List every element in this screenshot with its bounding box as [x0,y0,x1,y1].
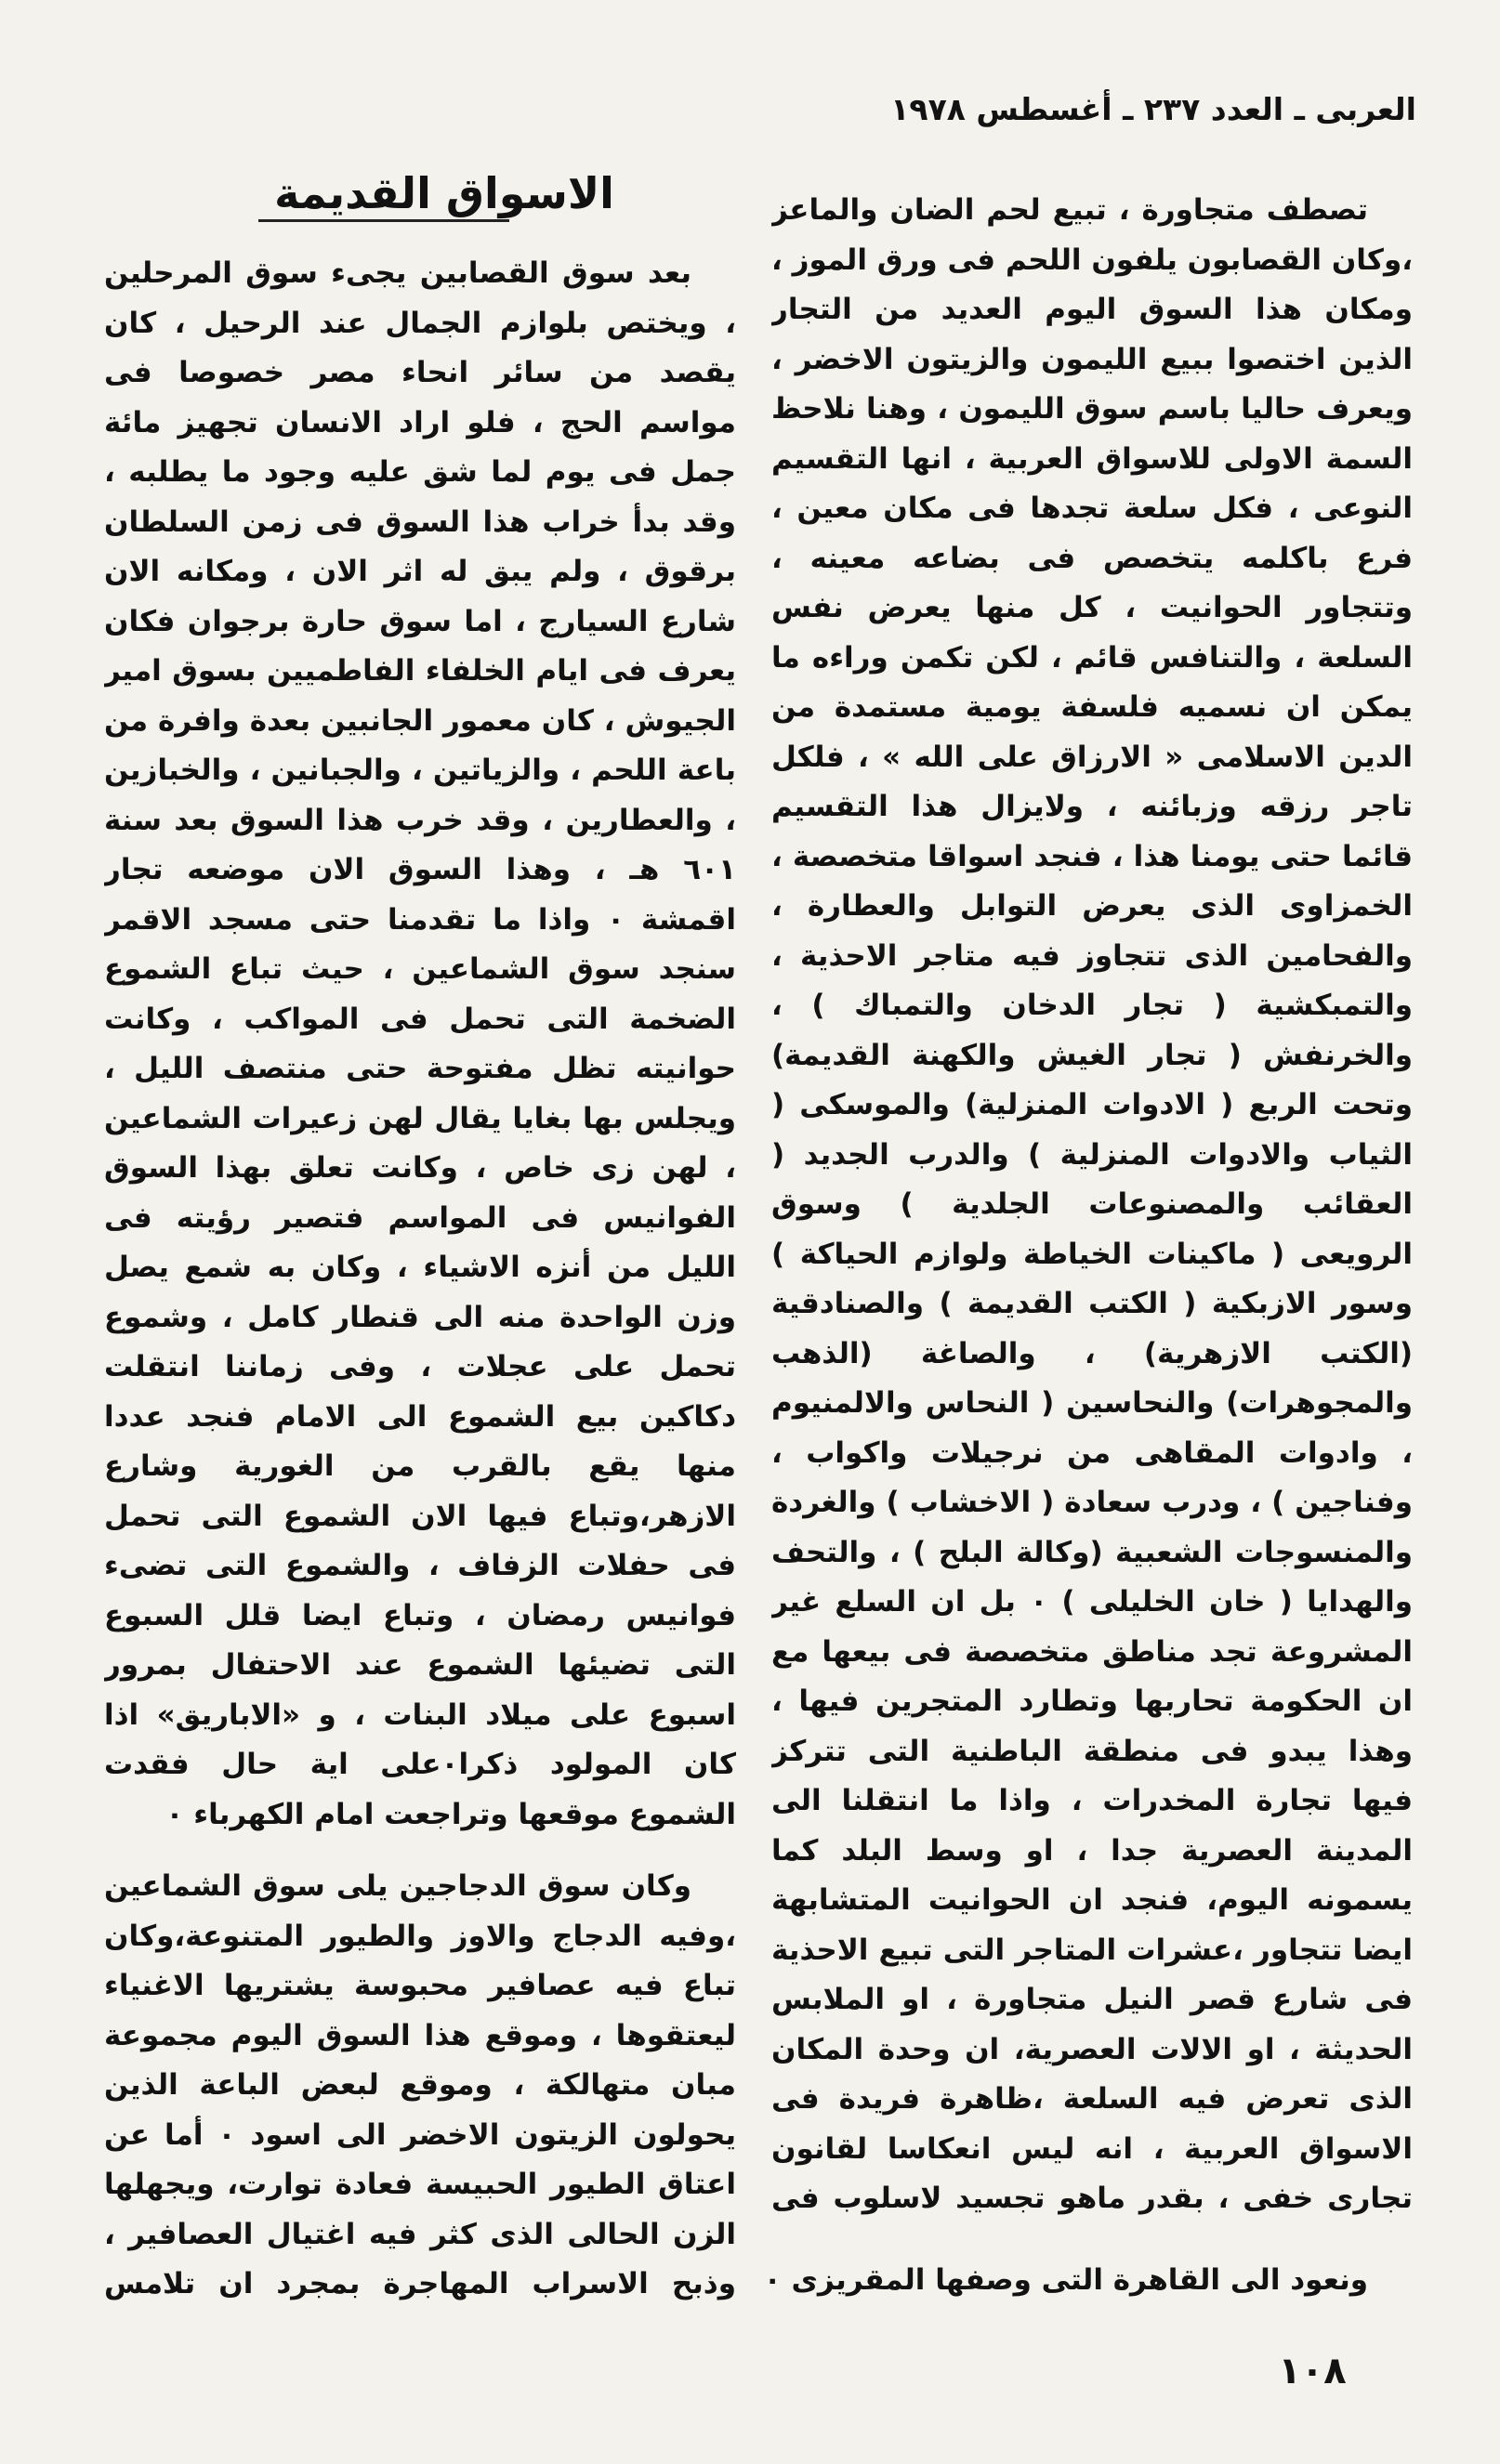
paragraph: وكان سوق الدجاجين يلى سوق الشماعين ،وفيه الدجاج والاوز والطيور المتنوعة،وكان تباع فيه عصافير محبوسة يشتريها الاغنياء ليعتقوها ، وموقع هذا السوق اليوم مجموعة مبان متهالكة ، وموقع لبعض الباعة الذين يحولون الزيتون الاخضر الى اسود ٠ أما عن اعتاق الطيور الحبيسة فعادة توارت، ويجهلها الزن الحالى الذى كثر فيه اغتيال العصافير ، وذبح الاسراب المهاجرة بمجرد ان تلامس [104,1869,736,2300]
title-underline [258,219,509,222]
page-number: ١٠٨ [1278,2350,1347,2392]
left-text-column [104,249,736,2304]
article-title: الاسواق القديمة [274,168,614,218]
paragraph: بعد سوق القصابين يجىء سوق المرحلين ، ويختص بلوازم الجمال عند الرحيل ، كان يقصد من سائر انحاء مصر خصوصا فى مواسم الحج ، فلو اراد الانسان تجهيز مائة جمل فى يوم لما شق عليه وجود ما يطلبه ، وقد بدأ خراب هذا السوق فى زمن السلطان برقوق ، ولم يبق له اثر الان ، ومكانه الان شارع السيارج ، اما سوق حارة برجوان فكان يعرف فى ايام الخلفاء الفاطميين بسوق امير الجيوش ، كان معمور الجانبين بعدة وافرة من باعة اللحم ، والزياتين ، والجبانين ، والخبازين ، والعطارين ، وقد خرب هذا السوق بعد سنة ٦٠١ هـ ، وهذا السوق الان موضعه تجار اقمشة ٠ واذا ما تقدمنا حتى مسجد الاقمر سنجد سوق الشماعين ، حيث تباع الشموع الضخمة التى تحمل فى المواكب ، وكانت حوانيته تظل مفتوحة حتى منتصف الليل ، ويجلس بها بغايا يقال لهن زعيرات الشماعين ، لهن زى خاص ، وكانت تعلق بهذا السوق الفوانيس فى المواسم فتصير رؤيته فى الليل من أنزه الاشياء ، وكان به شمع يصل وزن الواحدة منه الى قنطار كامل ، وشموع تحمل على عجلات ، وفى زماننا انتقلت دكاكين بيع الشموع الى الامام فنجد عددا منها يقع بالقرب من الغورية وشارع الازهر،وتباع فيها الان الشموع التى تحمل فى حفلات الزفاف ، والشموع التى تضىء فوانيس رمضان ، وتباع ايضا قلل السبوع التى تضيئها الشموع عند الاحتفال بمرور اسبوع على ميلاد البنات ، و «الاباريق» اذا كان المولود ذكرا٠على اية حال فقدت الشموع موقعها وتراجعت امام الكهرباء ٠ [104,256,736,1831]
running-header: العربى ـ العدد ٢٣٧ ـ أغسطس ١٩٧٨ [890,91,1416,127]
right-text-column [771,186,1413,2230]
closing-line: ونعود الى القاهرة التى وصفها المقريزى ٠ [763,2263,1368,2297]
paragraph: تصطف متجاورة ، تبيع لحم الضان والماعز ،وكان القصابون يلفون اللحم فى ورق الموز ، ومكان هذا السوق اليوم العديد من التجار الذين اختصوا ببيع الليمون والزيتون الاخضر ، ويعرف حاليا باسم سوق الليمون ، وهنا نلاحظ السمة الاولى للاسواق العربية ، انها التقسيم النوعى ، فكل سلعة تجدها فى مكان معين ، فرع باكلمه يتخصص فى بضاعه معينه ، وتتجاور الحوانيت ، كل منها يعرض نفس السلعة ، والتنافس قائم ، لكن تكمن وراءه ما يمكن ان نسميه فلسفة يومية مستمدة من الدين الاسلامى « الارزاق على الله » ، فلكل تاجر رزقه وزبائنه ، ولايزال هذا التقسيم قائما حتى يومنا هذا ، فنجد اسواقا متخصصة ، الخمزاوى الذى يعرض التوابل والعطارة ، والفحامين الذى تتجاوز فيه متاجر الاحذية ، والتمبكشية ( تجار الدخان والتمباك ) ، والخرنفش ( تجار الغيش والكهنة القديمة) وتحت الربع ( الادوات المنزلية) والموسكى ( الثياب والادوات المنزلية ) والدرب الجديد ( العقائب والمصنوعات الجلدية ) وسوق الرويعى ( ماكينات الخياطة ولوازم الحياكة ) وسور الازبكية ( الكتب القديمة ) والصنادقية (الكتب الازهرية) ، والصاغة (الذهب والمجوهرات) والنحاسين ( النحاس والالمنيوم ، وادوات المقاهى من نرجيلات واكواب ، وفناجين ) ، ودرب سعادة ( الاخشاب ) والغردة والمنسوجات الشعبية (وكالة البلح ) ، والتحف والهدايا ( خان الخليلى ) ٠ بل ان السلع غير المشروعة تجد مناطق متخصصة فى بيعها مع ان الحكومة تحاربها وتطارد المتجرين فيها ، وهذا يبدو فى منطقة الباطنية التى تتركز فيها تجارة المخدرات ، واذا ما انتقلنا الى المدينة العصرية جدا ، او وسط البلد كما يسمونه اليوم، فنجد ان الحوانيت المتشابهة ايضا تتجاور ،عشرات المتاجر التى تبيع الاحذية فى شارع قصر النيل متجاورة ، او الملابس الحديثة ، او الالات العصرية، ان وحدة المكان الذى تعرض فيه السلعة ،ظاهرة فريدة فى الاسواق العربية ، انه ليس انعكاسا لقانون تجارى خفى ، بقدر ماهو تجسيد لاسلوب فى [771,193,1413,2215]
